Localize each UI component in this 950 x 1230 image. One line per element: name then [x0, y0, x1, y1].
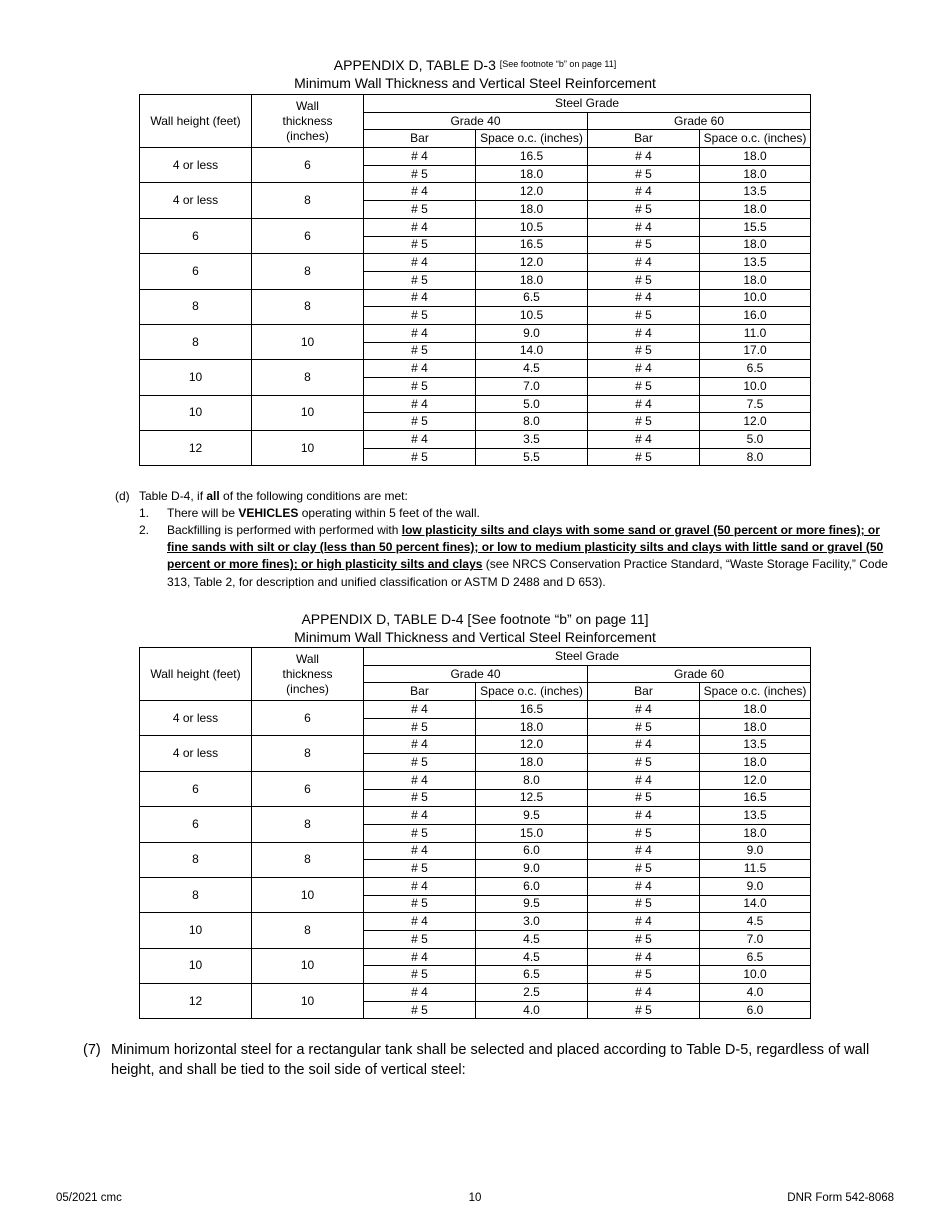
grade-60-space-cell: 5.0 — [700, 431, 811, 449]
grade-40-space-cell: 16.5 — [476, 701, 588, 719]
grade-40-bar-cell: # 4 — [364, 360, 476, 378]
grade-40-space-cell: 5.0 — [476, 395, 588, 413]
grade-40-space-cell: 15.0 — [476, 824, 588, 842]
grade-60-space-cell: 6.0 — [700, 1001, 811, 1019]
grade-60-space-cell: 6.5 — [700, 360, 811, 378]
grade-40-space-cell: 16.5 — [476, 148, 588, 166]
table-d4-subtitle: Minimum Wall Thickness and Vertical Steel Reinforcement — [294, 629, 656, 645]
para-d-item1-bold: VEHICLES — [238, 506, 299, 520]
grade-60-space-cell: 13.5 — [700, 807, 811, 825]
header-grade-60: Grade 60 — [588, 665, 811, 683]
table-d3 — [139, 94, 811, 466]
grade-40-space-cell: 4.5 — [476, 931, 588, 949]
grade-40-space-cell: 4.5 — [476, 948, 588, 966]
grade-40-bar-cell: # 5 — [364, 895, 476, 913]
grade-40-space-cell: 9.0 — [476, 860, 588, 878]
para-d-text-bold: all — [206, 489, 220, 503]
grade-40-bar-cell: # 5 — [364, 860, 476, 878]
header-wall-thickness: Wall thickness (inches) — [252, 95, 364, 148]
grade-60-space-cell: 18.0 — [700, 201, 811, 219]
grade-60-space-cell: 18.0 — [700, 701, 811, 719]
grade-40-bar-cell: # 4 — [364, 254, 476, 272]
header-space-grade-40: Space o.c. (inches) — [476, 683, 588, 701]
header-space-grade-40: Space o.c. (inches) — [476, 130, 588, 148]
grade-60-bar-cell: # 4 — [588, 289, 700, 307]
grade-40-bar-cell: # 4 — [364, 289, 476, 307]
wall-height-cell: 12 — [140, 431, 252, 466]
wall-thickness-cell: 10 — [252, 431, 364, 466]
grade-60-space-cell: 10.0 — [700, 966, 811, 984]
grade-60-space-cell: 13.5 — [700, 736, 811, 754]
footer-left: 05/2021 cmc — [56, 1192, 122, 1204]
header-wall-thickness: Wall thickness (inches) — [252, 648, 364, 701]
grade-60-space-cell: 18.0 — [700, 754, 811, 772]
grade-40-space-cell: 7.0 — [476, 378, 588, 396]
grade-40-bar-cell: # 4 — [364, 877, 476, 895]
grade-60-space-cell: 11.5 — [700, 860, 811, 878]
para-d-item2 — [167, 522, 895, 591]
table-row — [140, 913, 811, 931]
grade-60-space-cell: 12.0 — [700, 413, 811, 431]
grade-60-space-cell: 11.0 — [700, 324, 811, 342]
wall-height-cell: 4 or less — [140, 701, 252, 736]
grade-40-space-cell: 12.0 — [476, 254, 588, 272]
grade-40-bar-cell: # 4 — [364, 183, 476, 201]
wall-thickness-cell: 10 — [252, 877, 364, 912]
header-wall-height: Wall height (feet) — [140, 95, 252, 148]
grade-40-space-cell: 12.0 — [476, 183, 588, 201]
grade-60-space-cell: 8.0 — [700, 448, 811, 466]
header-grade-40: Grade 40 — [364, 112, 588, 130]
grade-60-bar-cell: # 5 — [588, 236, 700, 254]
grade-40-space-cell: 2.5 — [476, 984, 588, 1002]
grade-40-bar-cell: # 5 — [364, 966, 476, 984]
grade-40-space-cell: 8.0 — [476, 771, 588, 789]
wall-height-cell: 6 — [140, 807, 252, 842]
table-row — [140, 360, 811, 378]
header-row — [140, 648, 811, 666]
table-row — [140, 771, 811, 789]
grade-60-bar-cell: # 5 — [588, 789, 700, 807]
table-row — [140, 395, 811, 413]
grade-40-space-cell: 8.0 — [476, 413, 588, 431]
para-d-text-pre: Table D-4, if — [139, 489, 207, 503]
grade-60-bar-cell: # 4 — [588, 877, 700, 895]
grade-60-space-cell: 16.5 — [700, 789, 811, 807]
grade-40-bar-cell: # 5 — [364, 342, 476, 360]
wall-height-cell: 8 — [140, 289, 252, 324]
grade-60-bar-cell: # 5 — [588, 754, 700, 772]
grade-60-space-cell: 13.5 — [700, 183, 811, 201]
wall-thickness-cell: 10 — [252, 324, 364, 359]
grade-40-bar-cell: # 4 — [364, 701, 476, 719]
grade-40-bar-cell: # 5 — [364, 165, 476, 183]
grade-60-bar-cell: # 5 — [588, 718, 700, 736]
grade-40-space-cell: 6.0 — [476, 842, 588, 860]
wall-height-cell: 10 — [140, 913, 252, 948]
grade-60-bar-cell: # 4 — [588, 324, 700, 342]
grade-60-space-cell: 16.0 — [700, 307, 811, 325]
grade-60-bar-cell: # 4 — [588, 148, 700, 166]
grade-60-bar-cell: # 4 — [588, 183, 700, 201]
table-row — [140, 877, 811, 895]
header-space-grade-60: Space o.c. (inches) — [700, 683, 811, 701]
grade-60-space-cell: 18.0 — [700, 718, 811, 736]
grade-40-space-cell: 18.0 — [476, 754, 588, 772]
table-row — [140, 254, 811, 272]
grade-60-space-cell: 4.5 — [700, 913, 811, 931]
grade-40-space-cell: 4.0 — [476, 1001, 588, 1019]
grade-40-bar-cell: # 4 — [364, 736, 476, 754]
wall-thickness-cell: 8 — [252, 360, 364, 395]
para-d-item1 — [167, 505, 902, 522]
grade-40-space-cell: 10.5 — [476, 218, 588, 236]
grade-40-bar-cell: # 4 — [364, 807, 476, 825]
grade-60-bar-cell: # 5 — [588, 448, 700, 466]
table-d4-caption: APPENDIX D, TABLE D-4 [See footnote “b” on page 11] — [301, 611, 649, 627]
grade-60-space-cell: 14.0 — [700, 895, 811, 913]
grade-40-bar-cell: # 5 — [364, 754, 476, 772]
table-row — [140, 218, 811, 236]
table-row — [140, 807, 811, 825]
wall-height-cell: 4 or less — [140, 183, 252, 218]
grade-60-bar-cell: # 5 — [588, 342, 700, 360]
grade-60-space-cell: 18.0 — [700, 165, 811, 183]
wall-height-cell: 10 — [140, 948, 252, 983]
grade-60-bar-cell: # 4 — [588, 736, 700, 754]
grade-40-space-cell: 6.0 — [476, 877, 588, 895]
grade-60-bar-cell: # 4 — [588, 395, 700, 413]
grade-60-space-cell: 7.5 — [700, 395, 811, 413]
grade-60-space-cell: 7.0 — [700, 931, 811, 949]
wall-height-cell: 6 — [140, 771, 252, 806]
table-row — [140, 183, 811, 201]
wall-height-cell: 6 — [140, 254, 252, 289]
grade-40-bar-cell: # 5 — [364, 931, 476, 949]
table-row — [140, 324, 811, 342]
wall-thickness-cell: 6 — [252, 701, 364, 736]
table-d3-caption-note: [See footnote “b” on page 11] — [499, 59, 617, 69]
header-row — [140, 95, 811, 113]
para-d-item2-post: (see NRCS Conservation Practice Standard, “Waste Storage Facility,” Code 313, Table 2, for description and unified classification or ASTM D 2488 and D 653). — [167, 557, 888, 589]
grade-40-bar-cell: # 5 — [364, 201, 476, 219]
grade-60-bar-cell: # 5 — [588, 413, 700, 431]
grade-40-space-cell: 9.0 — [476, 324, 588, 342]
table-d3-caption — [0, 57, 950, 74]
header-bar-grade-60: Bar — [588, 130, 700, 148]
grade-60-space-cell: 13.5 — [700, 254, 811, 272]
grade-60-bar-cell: # 5 — [588, 201, 700, 219]
para-d-item1-pre: There will be — [167, 506, 239, 520]
grade-40-bar-cell: # 4 — [364, 984, 476, 1002]
para-7-marker: (7) — [83, 1042, 101, 1058]
grade-40-space-cell: 6.5 — [476, 289, 588, 307]
table-d3-caption-main: APPENDIX D, TABLE D-3 — [333, 57, 496, 73]
grade-60-bar-cell: # 4 — [588, 842, 700, 860]
grade-40-bar-cell: # 4 — [364, 395, 476, 413]
grade-40-space-cell: 18.0 — [476, 271, 588, 289]
table-row — [140, 948, 811, 966]
wall-thickness-cell: 8 — [252, 736, 364, 771]
grade-60-bar-cell: # 4 — [588, 984, 700, 1002]
wall-thickness-cell: 8 — [252, 183, 364, 218]
grade-60-bar-cell: # 5 — [588, 271, 700, 289]
grade-40-bar-cell: # 5 — [364, 378, 476, 396]
grade-60-bar-cell: # 4 — [588, 807, 700, 825]
grade-40-space-cell: 12.5 — [476, 789, 588, 807]
grade-40-space-cell: 10.5 — [476, 307, 588, 325]
grade-40-space-cell: 4.5 — [476, 360, 588, 378]
grade-40-bar-cell: # 4 — [364, 842, 476, 860]
grade-60-space-cell: 10.0 — [700, 378, 811, 396]
wall-height-cell: 4 or less — [140, 736, 252, 771]
wall-height-cell: 10 — [140, 360, 252, 395]
wall-thickness-cell: 8 — [252, 842, 364, 877]
footer-right: DNR Form 542-8068 — [787, 1192, 894, 1204]
grade-40-bar-cell: # 5 — [364, 1001, 476, 1019]
grade-60-bar-cell: # 5 — [588, 931, 700, 949]
grade-60-bar-cell: # 4 — [588, 218, 700, 236]
grade-40-bar-cell: # 5 — [364, 307, 476, 325]
para-d-item1-post: operating within 5 feet of the wall. — [298, 506, 480, 520]
grade-60-space-cell: 17.0 — [700, 342, 811, 360]
table-d4 — [139, 647, 811, 1019]
grade-60-bar-cell: # 5 — [588, 860, 700, 878]
grade-40-space-cell: 9.5 — [476, 895, 588, 913]
header-bar-grade-40: Bar — [364, 130, 476, 148]
table-row — [140, 984, 811, 1002]
grade-60-space-cell: 6.5 — [700, 948, 811, 966]
grade-40-bar-cell: # 5 — [364, 789, 476, 807]
header-steel-grade: Steel Grade — [364, 95, 811, 113]
grade-40-space-cell: 12.0 — [476, 736, 588, 754]
wall-height-cell: 8 — [140, 842, 252, 877]
grade-40-bar-cell: # 4 — [364, 148, 476, 166]
grade-60-space-cell: 10.0 — [700, 289, 811, 307]
wall-height-cell: 8 — [140, 877, 252, 912]
grade-60-bar-cell: # 5 — [588, 1001, 700, 1019]
grade-60-bar-cell: # 5 — [588, 307, 700, 325]
grade-40-bar-cell: # 4 — [364, 771, 476, 789]
grade-60-bar-cell: # 4 — [588, 431, 700, 449]
header-steel-grade: Steel Grade — [364, 648, 811, 666]
grade-60-bar-cell: # 5 — [588, 824, 700, 842]
para-d-marker: (d) — [115, 489, 130, 503]
para-d-item1-num: 1. — [139, 506, 150, 520]
wall-thickness-cell: 6 — [252, 148, 364, 183]
grade-40-space-cell: 3.5 — [476, 431, 588, 449]
grade-60-bar-cell: # 4 — [588, 771, 700, 789]
para-d-text — [139, 488, 899, 505]
grade-40-space-cell: 16.5 — [476, 236, 588, 254]
grade-40-bar-cell: # 4 — [364, 218, 476, 236]
grade-60-bar-cell: # 5 — [588, 378, 700, 396]
table-row — [140, 842, 811, 860]
grade-60-bar-cell: # 5 — [588, 966, 700, 984]
para-d-item2-num: 2. — [139, 523, 150, 537]
grade-60-space-cell: 9.0 — [700, 877, 811, 895]
grade-40-bar-cell: # 5 — [364, 824, 476, 842]
grade-40-space-cell: 6.5 — [476, 966, 588, 984]
wall-thickness-cell: 8 — [252, 289, 364, 324]
para-7-text: Minimum horizontal steel for a rectangular tank shall be selected and placed according to Table D-5, regardless of wall height, and shall be tied to the soil side of vertical steel: — [111, 1042, 870, 1078]
wall-thickness-cell: 8 — [252, 254, 364, 289]
grade-40-bar-cell: # 4 — [364, 324, 476, 342]
grade-60-space-cell: 4.0 — [700, 984, 811, 1002]
wall-thickness-cell: 10 — [252, 395, 364, 430]
wall-thickness-cell: 8 — [252, 913, 364, 948]
grade-60-bar-cell: # 4 — [588, 254, 700, 272]
grade-40-bar-cell: # 5 — [364, 448, 476, 466]
grade-60-bar-cell: # 4 — [588, 701, 700, 719]
wall-thickness-cell: 6 — [252, 218, 364, 253]
grade-60-bar-cell: # 4 — [588, 360, 700, 378]
grade-60-space-cell: 18.0 — [700, 236, 811, 254]
grade-60-bar-cell: # 5 — [588, 895, 700, 913]
grade-60-space-cell: 18.0 — [700, 824, 811, 842]
grade-40-space-cell: 18.0 — [476, 718, 588, 736]
header-grade-40: Grade 40 — [364, 665, 588, 683]
header-space-grade-60: Space o.c. (inches) — [700, 130, 811, 148]
grade-60-bar-cell: # 4 — [588, 913, 700, 931]
grade-40-bar-cell: # 5 — [364, 413, 476, 431]
wall-thickness-cell: 10 — [252, 948, 364, 983]
table-row — [140, 736, 811, 754]
grade-60-space-cell: 12.0 — [700, 771, 811, 789]
table-d3-subtitle: Minimum Wall Thickness and Vertical Steel Reinforcement — [294, 75, 656, 91]
wall-thickness-cell: 6 — [252, 771, 364, 806]
wall-thickness-cell: 8 — [252, 807, 364, 842]
grade-40-bar-cell: # 4 — [364, 431, 476, 449]
grade-60-space-cell: 18.0 — [700, 148, 811, 166]
grade-40-space-cell: 14.0 — [476, 342, 588, 360]
wall-thickness-cell: 10 — [252, 984, 364, 1019]
para-d-item2-bold-underlined: low plasticity silts and clays with some sand or gravel (50 percent or more fines); or fine sands with silt or clay (less than 50 percent fines); or low to medium plasticity silts and clays with little sand or gravel (50 percent or more fines); or high plasticity silts and clays — [167, 523, 884, 572]
wall-height-cell: 4 or less — [140, 148, 252, 183]
header-bar-grade-40: Bar — [364, 683, 476, 701]
grade-40-space-cell: 9.5 — [476, 807, 588, 825]
table-row — [140, 431, 811, 449]
grade-40-bar-cell: # 4 — [364, 913, 476, 931]
grade-60-space-cell: 15.5 — [700, 218, 811, 236]
header-wall-height: Wall height (feet) — [140, 648, 252, 701]
para-d-item2-pre: Backfilling is performed with performed with — [167, 523, 402, 537]
table-row — [140, 148, 811, 166]
grade-40-space-cell: 18.0 — [476, 165, 588, 183]
grade-40-bar-cell: # 5 — [364, 718, 476, 736]
grade-60-space-cell: 9.0 — [700, 842, 811, 860]
wall-height-cell: 6 — [140, 218, 252, 253]
table-row — [140, 289, 811, 307]
table-row — [140, 701, 811, 719]
grade-40-bar-cell: # 5 — [364, 271, 476, 289]
wall-height-cell: 12 — [140, 984, 252, 1019]
wall-height-cell: 10 — [140, 395, 252, 430]
grade-60-space-cell: 18.0 — [700, 271, 811, 289]
wall-height-cell: 8 — [140, 324, 252, 359]
grade-60-bar-cell: # 4 — [588, 948, 700, 966]
grade-40-bar-cell: # 4 — [364, 948, 476, 966]
grade-40-space-cell: 5.5 — [476, 448, 588, 466]
header-bar-grade-60: Bar — [588, 683, 700, 701]
para-d-text-post: of the following conditions are met: — [219, 489, 408, 503]
grade-40-bar-cell: # 5 — [364, 236, 476, 254]
grade-40-space-cell: 18.0 — [476, 201, 588, 219]
grade-40-space-cell: 3.0 — [476, 913, 588, 931]
footer-page-number: 10 — [468, 1192, 482, 1204]
header-grade-60: Grade 60 — [588, 112, 811, 130]
grade-60-bar-cell: # 5 — [588, 165, 700, 183]
